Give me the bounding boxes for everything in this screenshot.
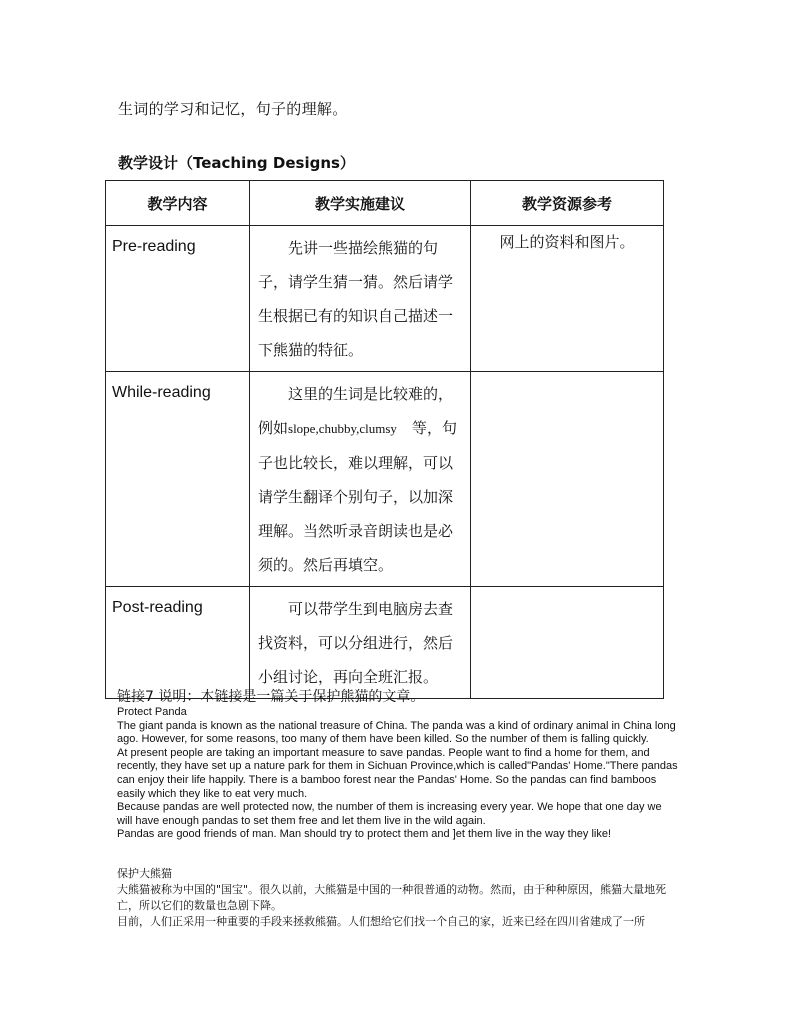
table-row — [106, 587, 664, 699]
link-heading: 链接7 说明：本链接是一篇关于保护熊猫的文章。 — [117, 689, 425, 705]
suggestion-cell — [250, 372, 471, 587]
resource-cell — [471, 587, 664, 699]
vocab-words: slope,chubby,clumsy — [288, 421, 397, 436]
header-resource: 教学资源参考 — [471, 181, 664, 226]
table-row — [106, 226, 664, 372]
suggestion-cell: 先讲一些描绘熊猫的句子，请学生猜一猜。然后请学生根据已有的知识自己描述一下熊猫的特征。 — [250, 226, 471, 372]
resource-cell — [471, 372, 664, 587]
article-paragraph: 目前，人们正采用一种重要的手段来拯救熊猫。人们想给它们找一个自己的家，近来已经在四川省建成了一所 — [117, 915, 645, 928]
stage-label: While-reading — [112, 384, 211, 401]
article-paragraph: Because pandas are well protected now, the number of them is increasing every year. We hope that one day we will have enough pandas to set them free and let them live in the wild again. — [117, 801, 662, 827]
teaching-design-heading: 教学设计（Teaching Designs） — [118, 154, 355, 172]
header-content: 教学内容 — [106, 181, 250, 226]
suggestion-text: 等，句子也比较长，难以理解，可以请学生翻译个别句子，以加深理解。当然听录音朗读也是必须的。然后再填空。 — [258, 419, 457, 574]
article-paragraph: The giant panda is known as the national treasure of China. The panda was a kind of ordinary animal in China long ago. However, for some reasons, too many of them have been killed. So the number of them is falling quickly. — [117, 719, 676, 746]
resource-cell: 网上的资料和图片。 — [471, 226, 664, 372]
stage-label: Pre-reading — [112, 238, 196, 255]
article-paragraph: Pandas are good friends of man. Man should try to protect them and ]et them live in the way they like! — [117, 828, 612, 841]
chinese-article — [117, 866, 682, 930]
suggestion-text: 这里的生词是比较难的，例如 — [258, 385, 454, 437]
teaching-design-table — [105, 180, 664, 699]
article-paragraph: 大熊猫被称为中国的"国宝"。很久以前，大熊猫是中国的一种很普通的动物。然而，由于种种原因，熊猫大量地死亡，所以它们的数量也急剧下降。 — [117, 883, 667, 912]
stage-label: Post-reading — [112, 599, 203, 616]
article-paragraph: At present people are taking an important measure to save pandas. People want to find a home for them, and recently, they have set up a nature park for them in Sichuan Province,which is called"Pandas' Home."There pandas can enjoy their life happily. There is a bamboo forest near the Pandas' Home. So the pandas can find bamboos easily which they like to eat very much. — [117, 746, 678, 800]
header-suggestion: 教学实施建议 — [250, 181, 471, 226]
intro-text: 生词的学习和记忆，句子的理解。 — [118, 100, 348, 118]
suggestion-cell: 可以带学生到电脑房去查找资料，可以分组进行，然后小组讨论，再向全班汇报。 — [250, 587, 471, 699]
table-header-row — [106, 181, 664, 226]
english-article — [117, 706, 679, 842]
article-title: Protect Panda — [117, 706, 187, 718]
article-title: 保护大熊猫 — [117, 867, 172, 880]
table-row — [106, 372, 664, 587]
